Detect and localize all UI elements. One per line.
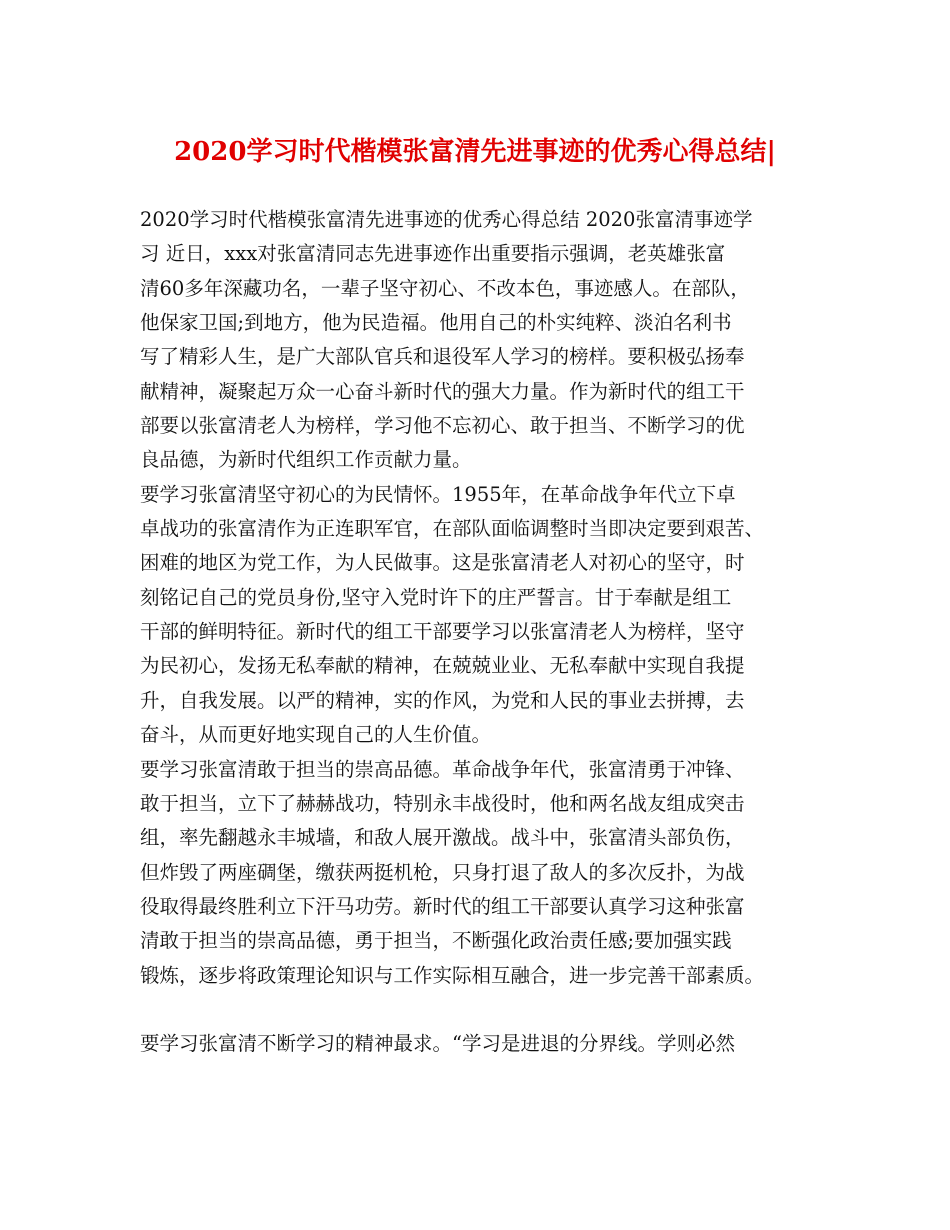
body-line: 习 近日，xxx对张富清同志先进事迹作出重要指示强调，老英雄张富 xyxy=(140,242,726,266)
body-line: 升，自我发展。以严的精神，实的作风，为党和人民的事业去拼搏，去 xyxy=(140,688,745,712)
body-line: 要学习张富清不断学习的精神最求。“学习是进退的分界线。学则必然 xyxy=(140,1032,735,1056)
document-title: 2020学习时代楷模张富清先进事迹的优秀心得总结| xyxy=(174,137,776,167)
body-line: 部要以张富清老人为榜样，学习他不忘初心、敢于担当、不断学习的优 xyxy=(140,414,745,438)
body-line: 敢于担当，立下了赫赫战功，特别永丰战役时，他和两名战友组成突击 xyxy=(140,791,745,815)
body-line: 清敢于担当的崇高品德，勇于担当，不断强化政治责任感;要加强实践 xyxy=(140,929,732,953)
body-line: 卓战功的张富清作为正连职军官，在部队面临调整时当即决定要到艰苦、 xyxy=(140,517,765,541)
body-line: 组，率先翻越永丰城墙，和敌人展开激战。战斗中，张富清头部负伤， xyxy=(140,826,745,850)
body-line: 为民初心，发扬无私奉献的精神，在兢兢业业、无私奉献中实现自我提 xyxy=(140,654,745,678)
body-line: 但炸毁了两座碉堡，缴获两挺机枪，只身打退了敌人的多次反扑，为战 xyxy=(140,860,745,884)
body-line: 清60多年深藏功名，一辈子坚守初心、不改本色，事迹感人。在部队， xyxy=(140,276,750,300)
body-line: 要学习张富清坚守初心的为民情怀。1955年，在革命战争年代立下卓 xyxy=(140,482,736,506)
body-line: 要学习张富清敢于担当的崇高品德。革命战争年代，张富清勇于冲锋、 xyxy=(140,757,745,781)
body-line: 良品德，为新时代组织工作贡献力量。 xyxy=(140,448,472,472)
body-line: 奋斗，从而更好地实现自己的人生价值。 xyxy=(140,723,492,747)
body-line: 锻炼，逐步将政策理论知识与工作实际相互融合，进一步完善干部素质。 xyxy=(140,963,765,987)
body-line: 困难的地区为党工作，为人民做事。这是张富清老人对初心的坚守，时 xyxy=(140,551,745,575)
body-line: 献精神，凝聚起万众一心奋斗新时代的强大力量。作为新时代的组工干 xyxy=(140,379,745,403)
body-line: 刻铭记自己的党员身份,坚守入党时许下的庄严誓言。甘于奉献是组工 xyxy=(140,585,732,609)
body-line: 他保家卫国;到地方，他为民造福。他用自己的朴实纯粹、淡泊名利书 xyxy=(140,311,732,335)
body-line: 干部的鲜明特征。新时代的组工干部要学习以张富清老人为榜样，坚守 xyxy=(140,620,745,644)
body-line: 2020学习时代楷模张富清先进事迹的优秀心得总结 2020张富清事迹学 xyxy=(140,208,753,231)
document-body xyxy=(140,203,830,1062)
body-line: 役取得最终胜利立下汗马功劳。新时代的组工干部要认真学习这种张富 xyxy=(140,894,745,918)
body-line: 写了精彩人生，是广大部队官兵和退役军人学习的榜样。要积极弘扬奉 xyxy=(140,345,745,369)
blank-line xyxy=(140,993,830,1027)
